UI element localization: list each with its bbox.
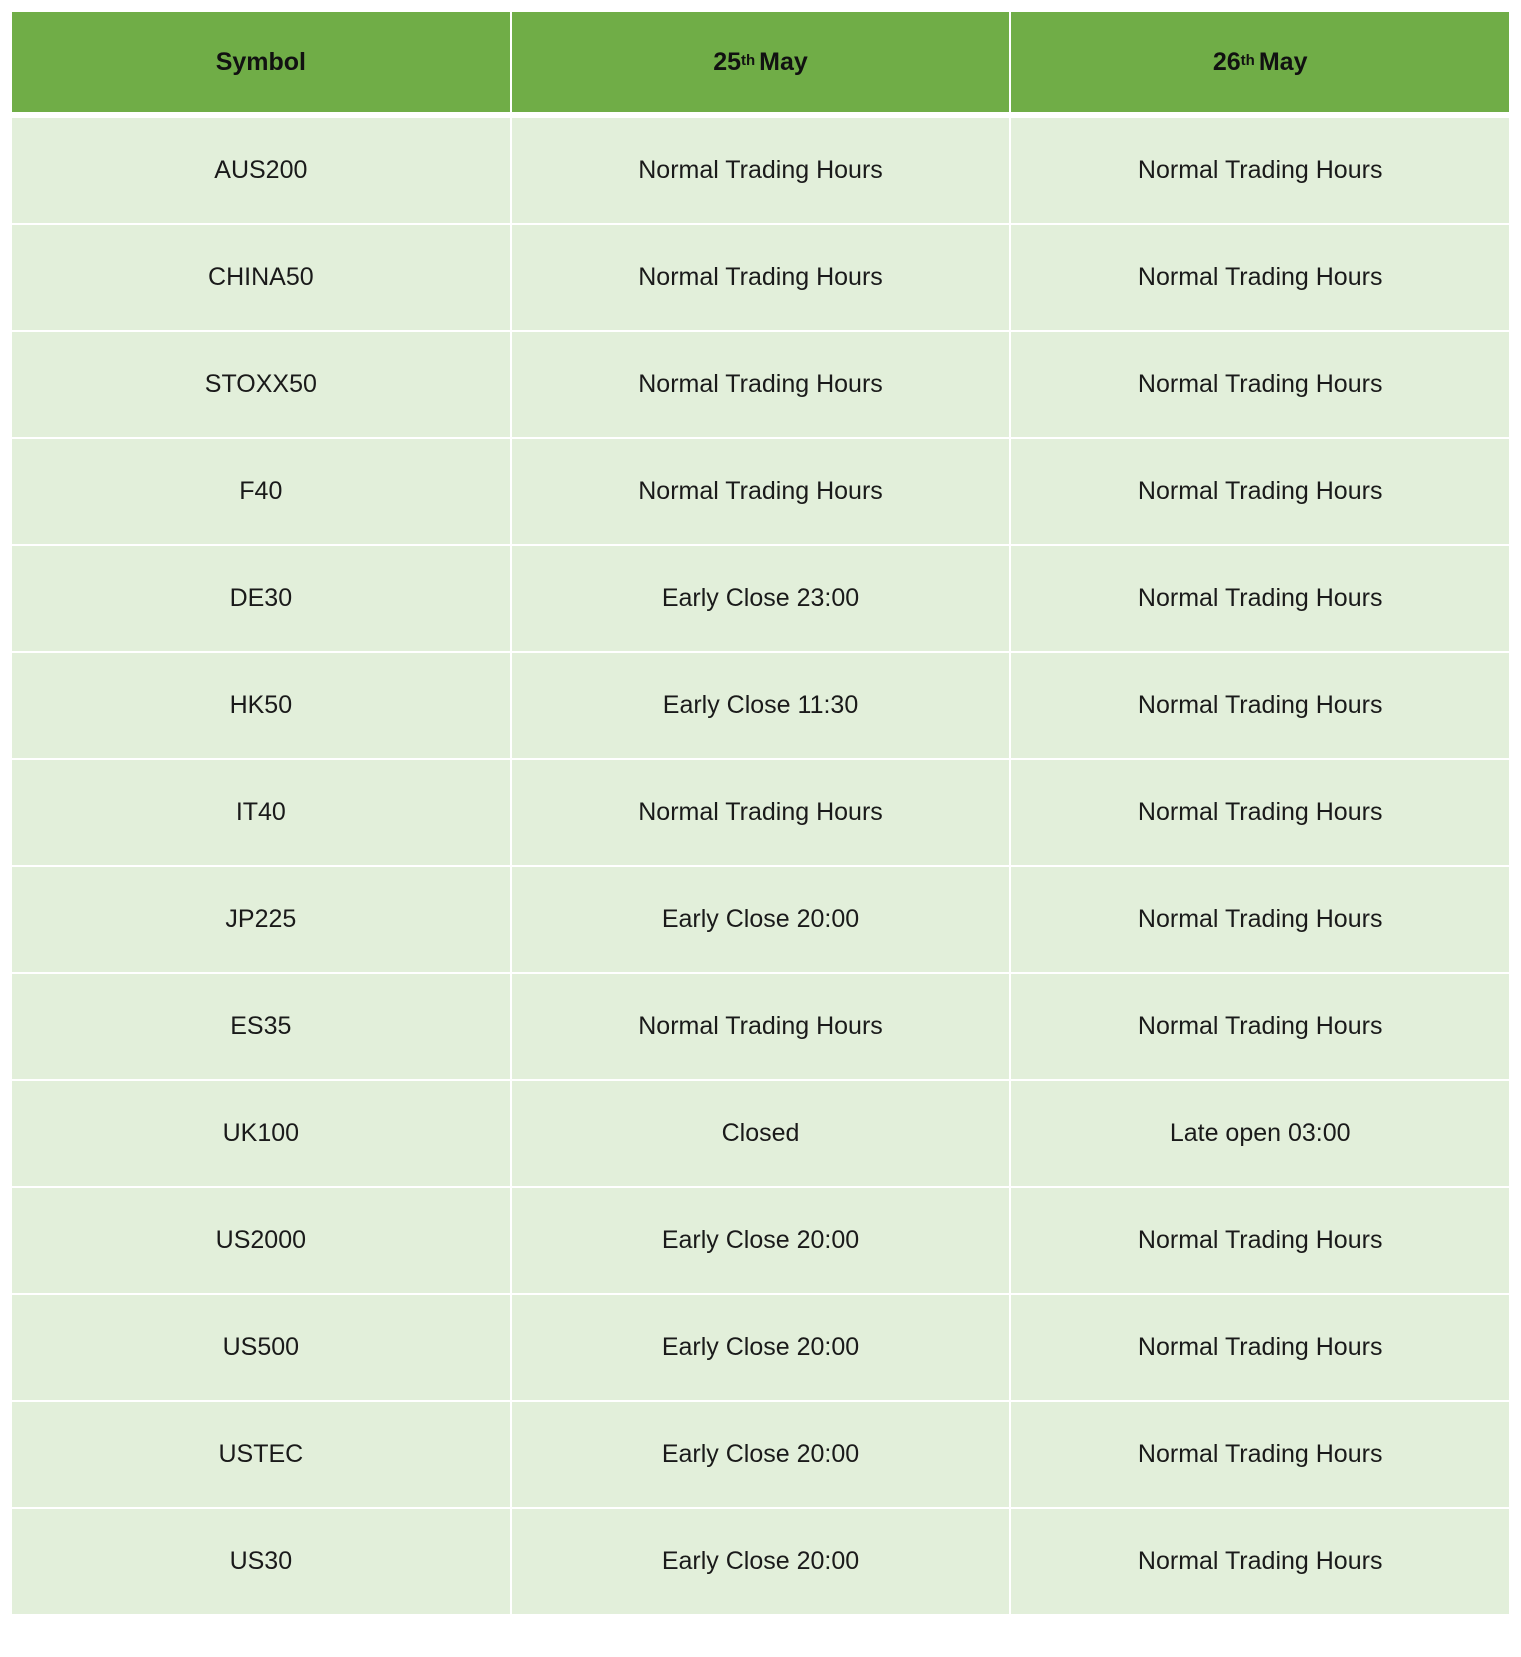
- header-symbol: Symbol: [12, 12, 512, 112]
- table-header-row: [12, 12, 1509, 118]
- date-25-cell: Normal Trading Hours: [512, 332, 1012, 437]
- symbol-cell: USTEC: [12, 1402, 512, 1507]
- date-26-cell: Normal Trading Hours: [1137, 798, 1383, 826]
- date-25-cell: Early Close 20:00: [512, 1295, 1012, 1400]
- date-25-cell: Early Close 11:30: [512, 653, 1012, 758]
- table-row: [12, 1509, 1509, 1616]
- table-row: [12, 653, 1509, 760]
- symbol-cell: HK50: [12, 653, 512, 758]
- date-26-cell: Normal Trading Hours: [1137, 905, 1383, 933]
- date-25-cell: Normal Trading Hours: [512, 118, 1012, 223]
- symbol-cell: US500: [12, 1295, 512, 1400]
- table-body: [12, 118, 1509, 1616]
- table-row: [12, 439, 1509, 546]
- date-26-cell: Normal Trading Hours: [1137, 691, 1383, 719]
- trading-hours-table: [12, 12, 1509, 1616]
- date-26-cell: Normal Trading Hours: [1137, 1547, 1383, 1575]
- table-row: [12, 760, 1509, 867]
- symbol-cell: F40: [12, 439, 512, 544]
- date-25-cell: Early Close 23:00: [512, 546, 1012, 651]
- header-date-25: 25 $^{th}$ May: [512, 12, 1012, 112]
- date-26-cell: Normal Trading Hours: [1137, 1333, 1383, 1361]
- date-25-cell: Early Close 20:00: [512, 1509, 1012, 1614]
- symbol-cell: STOXX50: [12, 332, 512, 437]
- symbol-cell: IT40: [12, 760, 512, 865]
- symbol-cell: US30: [12, 1509, 512, 1614]
- table-row: [12, 546, 1509, 653]
- symbol-cell: JP225: [12, 867, 512, 972]
- date-26-cell: Normal Trading Hours: [1137, 370, 1383, 398]
- symbol-cell: AUS200: [12, 118, 512, 223]
- symbol-cell: UK100: [12, 1081, 512, 1186]
- table-row: [12, 225, 1509, 332]
- date-25-cell: Normal Trading Hours: [512, 439, 1012, 544]
- symbol-cell: CHINA50: [12, 225, 512, 330]
- symbol-cell: US2000: [12, 1188, 512, 1293]
- date-26-cell: Normal Trading Hours: [1137, 1226, 1383, 1254]
- date-26-cell: Normal Trading Hours: [1137, 263, 1383, 291]
- date-25-cell: Normal Trading Hours: [512, 760, 1012, 865]
- date-26-cell: Normal Trading Hours: [1137, 477, 1383, 505]
- table-row: [12, 974, 1509, 1081]
- table-row: [12, 1295, 1509, 1402]
- table-row: [12, 332, 1509, 439]
- symbol-cell: ES35: [12, 974, 512, 1079]
- table-row: [12, 1081, 1509, 1188]
- header-date-26: 26 $^{th}$ May: [1212, 47, 1308, 76]
- date-25-cell: Normal Trading Hours: [512, 974, 1012, 1079]
- date-25-cell: Normal Trading Hours: [512, 225, 1012, 330]
- date-26-cell: Late open 03:00: [1169, 1119, 1351, 1147]
- date-26-cell: Normal Trading Hours: [1137, 584, 1383, 612]
- table-row: [12, 867, 1509, 974]
- date-25-cell: Early Close 20:00: [512, 867, 1012, 972]
- date-26-cell: Normal Trading Hours: [1137, 156, 1383, 184]
- date-25-cell: Closed: [512, 1081, 1012, 1186]
- date-26-cell: Normal Trading Hours: [1137, 1440, 1383, 1468]
- symbol-cell: DE30: [12, 546, 512, 651]
- table-row: [12, 1188, 1509, 1295]
- date-25-cell: Early Close 20:00: [512, 1402, 1012, 1507]
- table-row: [12, 118, 1509, 225]
- date-25-cell: Early Close 20:00: [512, 1188, 1012, 1293]
- date-26-cell: Normal Trading Hours: [1137, 1012, 1383, 1040]
- table-row: [12, 1402, 1509, 1509]
